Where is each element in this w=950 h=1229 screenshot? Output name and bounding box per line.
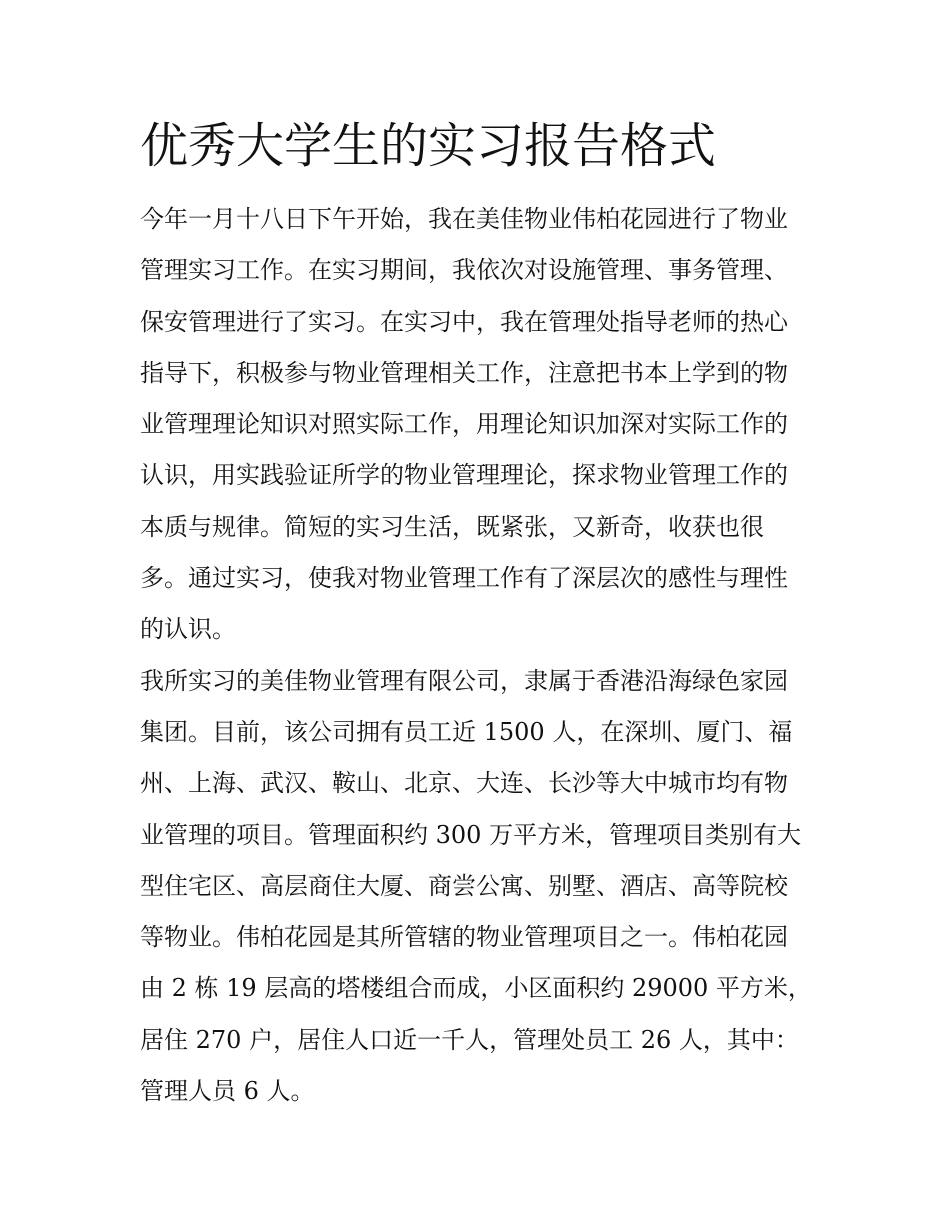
paragraph-line: 多。通过实习，使我对物业管理工作有了深层次的感性与理性: [140, 564, 788, 593]
paragraph-line: 认识，用实践验证所学的物业管理理论，探求物业管理工作的: [140, 461, 788, 490]
paragraph-line: 指导下，积极参与物业管理相关工作，注意把书本上学到的物: [140, 358, 788, 387]
paragraph-line: 本质与规律。简短的实习生活，既紧张，又新奇，收获也很: [140, 512, 764, 541]
document-title: 优秀大学生的实习报告格式: [140, 118, 717, 174]
paragraph-line: 型住宅区、高层商住大厦、商尝公寓、别墅、酒店、高等院校: [140, 871, 788, 900]
paragraph-2: [140, 656, 812, 1118]
paragraph-line: 居住 270 户，居住人口近一千人，管理处员工 26 人，其中：: [140, 1025, 799, 1054]
paragraph-line: 业管理的项目。管理面积约 300 万平方米，管理项目类别有大: [140, 820, 802, 849]
paragraph-line: 管理实习工作。在实习期间，我依次对设施管理、事务管理、: [140, 256, 788, 285]
document-page: [140, 112, 812, 1117]
paragraph-line: 今年一月十八日下午开始，我在美佳物业伟柏花园进行了物业: [140, 205, 788, 233]
paragraph-line: 由 2 栋 19 层高的塔楼组合而成，小区面积约 29000 平方米，: [140, 974, 812, 1003]
paragraph-line: 集团。目前，该公司拥有员工近 1500 人，在深圳、厦门、福: [140, 717, 793, 746]
paragraph-line: 业管理理论知识对照实际工作，用理论知识加深对实际工作的: [140, 410, 788, 439]
paragraph-line: 管理人员 6 人。: [140, 1077, 315, 1106]
paragraph-line: 的认识。: [140, 615, 236, 644]
paragraph-line: 保安管理进行了实习。在实习中，我在管理处指导老师的热心: [140, 307, 788, 336]
paragraph-line: 等物业。伟柏花园是其所管辖的物业管理项目之一。伟柏花园: [140, 923, 788, 952]
paragraph-line: 我所实习的美佳物业管理有限公司，隶属于香港沿海绿色家园: [140, 666, 788, 695]
paragraph-line: 州、上海、武汉、鞍山、北京、大连、长沙等大中城市均有物: [140, 769, 788, 798]
paragraph-1: [140, 194, 812, 656]
